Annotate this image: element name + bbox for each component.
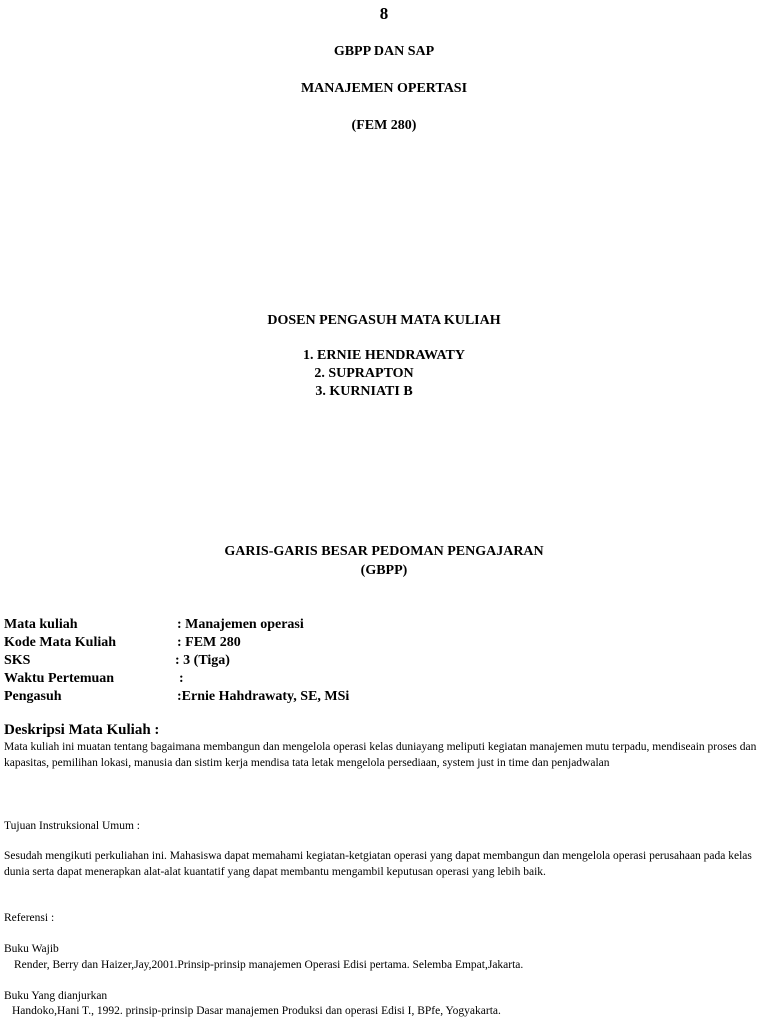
subject-title: MANAJEMEN OPERTASI <box>300 81 468 96</box>
gbpp-subtitle: (GBPP) <box>360 563 408 578</box>
suggested-book-item: Handoko,Hani T., 1992. prinsip-prinsip Dasar manajemen Produksi dan operasi Edisi I, BPfe, Yogyakarta. <box>12 1005 501 1017</box>
description-title: Deskripsi Mata Kuliah : <box>4 722 160 738</box>
page-number: 8 <box>379 4 389 23</box>
lecturer-item-1: 1. ERNIE HENDRAWATY <box>303 348 465 363</box>
course-info-label: Pengasuh <box>4 689 62 704</box>
references-title: Referensi : <box>4 912 55 924</box>
lecturer-item-2: 2. SUPRAPTON <box>314 366 414 381</box>
course-info-label: Waktu Pertemuan <box>4 671 115 686</box>
objective-text: Sesudah mengikuti perkuliahan ini. Mahasiswa dapat memahami kegiatan-ketgiatan operasi yang dapat membangun dan mengelola operasi perusahaan pada kelas dunia serta dapat menerapkan alat-alat kuantatif yang dapat membantu mengambil keputusan operasi yang lebih baik. <box>4 850 752 878</box>
course-info-value: : <box>179 671 184 686</box>
gbpp-title: GARIS-GARIS BESAR PEDOMAN PENGAJARAN <box>224 544 544 559</box>
course-info-value: : 3 (Tiga) <box>175 653 230 668</box>
course-info-value: :Ernie Hahdrawaty, SE, MSi <box>177 689 350 704</box>
course-info-value: : FEM 280 <box>177 635 241 650</box>
lecturers-heading: DOSEN PENGASUH MATA KULIAH <box>267 313 501 328</box>
course-info-value: : Manajemen operasi <box>177 617 304 632</box>
objective-title: Tujuan Instruksional Umum : <box>4 820 140 832</box>
required-books-label: Buku Wajib <box>4 943 59 955</box>
description-text: Mata kuliah ini muatan tentang bagaimana membangun dan mengelola operasi kelas duniayang meliputi kegiatan manajemen mutu terpadu, mendiseain proses dan kapasitas, pemilihan lokasi, manusia dan sistim kerja mendisa tata letak mengelola persediaan, system just in time dan penjadwalan <box>4 741 757 769</box>
suggested-books-label: Buku Yang dianjurkan <box>4 990 108 1002</box>
course-code: (FEM 280) <box>351 118 417 133</box>
document-title: GBPP DAN SAP <box>333 44 435 59</box>
lecturer-item-3: 3. KURNIATI B <box>315 384 413 399</box>
course-info-label: Mata kuliah <box>4 617 78 632</box>
course-info-label: Kode Mata Kuliah <box>4 635 117 650</box>
course-info-label: SKS <box>4 653 31 668</box>
required-book-item: Render, Berry dan Haizer,Jay,2001.Prinsip-prinsip manajemen Operasi Edisi pertama. Selemba Empat,Jakarta. <box>14 959 524 971</box>
